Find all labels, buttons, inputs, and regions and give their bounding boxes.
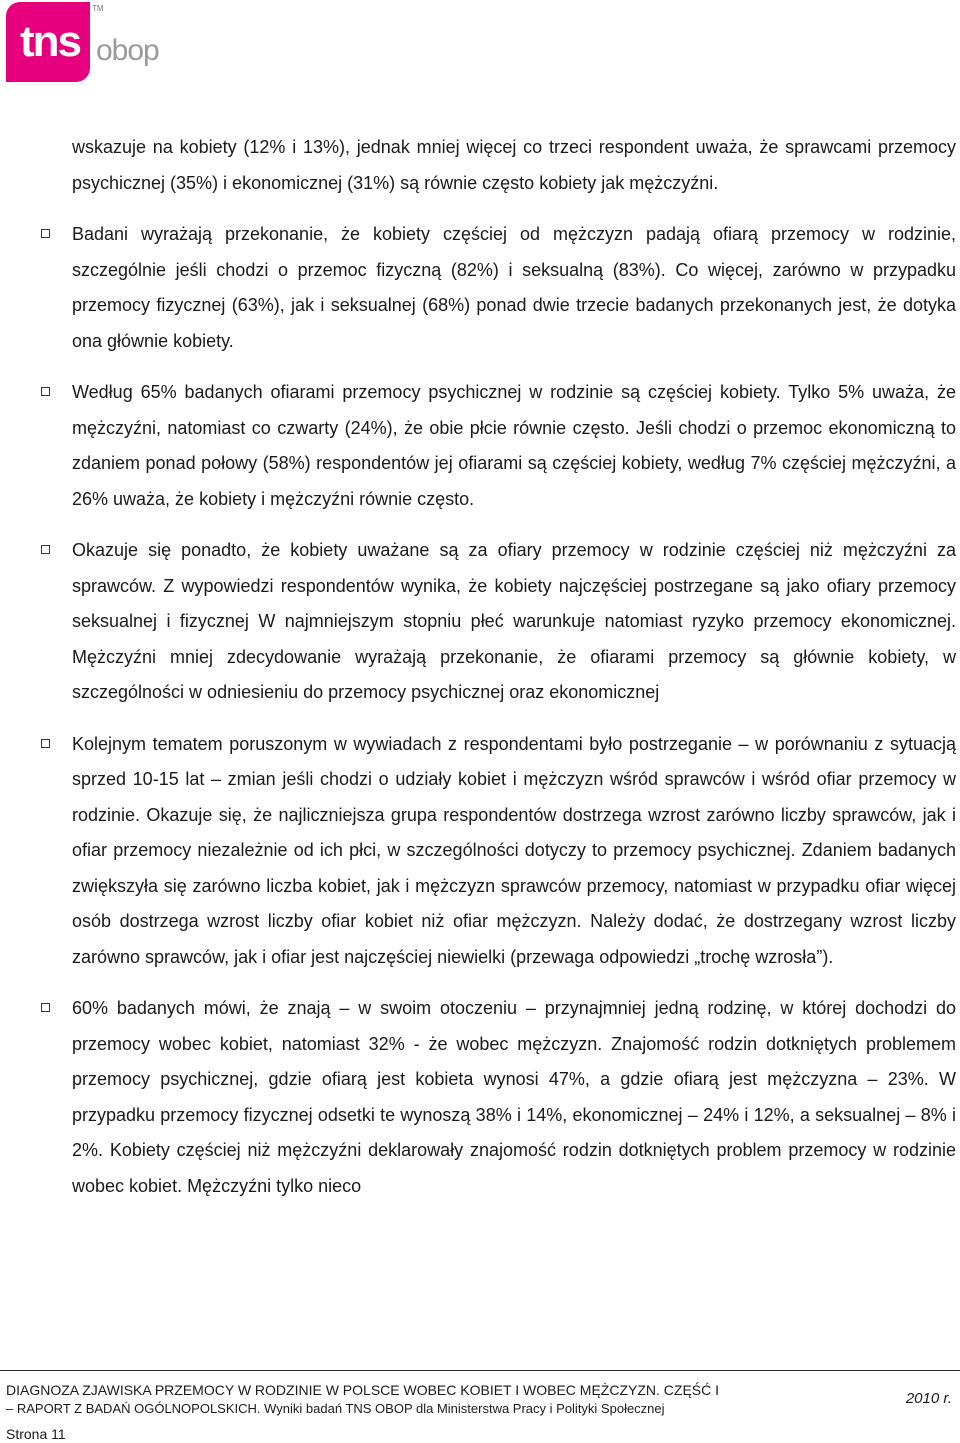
paragraph-text: Według 65% badanych ofiarami przemocy psychicznej w rodzinie są częściej kobiety. Tylko 5% uważa, że mężczyźni, natomiast co czwarty (24%), że obie płcie równie często. Jeśli chodzi o przemoc ekonomiczną to zdaniem ponad połowy (58%) respondentów jej ofiarami są częściej kobiety, według 7% częściej mężczyźni, a 26% uważa, że kobiety i mężczyźni równie często. <box>72 382 956 509</box>
paragraph-text: Badani wyrażają przekonanie, że kobiety częściej od mężczyzn padają ofiarą przemocy w rodzinie, szczególnie jeśli chodzi o przemoc fizyczną (82%) i seksualną (83%). Co więcej, zarówno w przypadku przemocy fizycznej (63%), jak i seksualnej (68%) ponad dwie trzecie badanych przekonanych jest, że dotyka ona głównie kobiety. <box>72 224 956 351</box>
logo-obop-text: obop <box>96 34 159 67</box>
document-body <box>0 130 960 1204</box>
square-bullet-icon <box>41 1003 50 1012</box>
square-bullet-icon <box>41 229 50 238</box>
logo-badge <box>6 2 90 82</box>
bullet-paragraph <box>72 375 956 517</box>
paragraph-text: Okazuje się ponadto, że kobiety uważane są za ofiary przemocy w rodzinie częściej niż mężczyźni za sprawców. Z wypowiedzi respondentów wynika, że kobiety najczęściej postrzegane są jako ofiary przemocy seksualnej i fizycznej W najmniejszym stopniu płeć warunkuje natomiast ryzyko przemocy ekonomicznej. Mężczyźni mniej zdecydowanie wyrażają przekonanie, że ofiarami przemocy są głównie kobiety, w szczególności w odniesieniu do przemocy psychicznej oraz ekonomicznej <box>72 540 956 702</box>
footer-report-subtitle: – RAPORT Z BADAŃ OGÓLNOPOLSKICH. Wyniki badań TNS OBOP dla Ministerstwa Pracy i Polityki Społecznej <box>6 1401 665 1416</box>
logo-tns-text: tns <box>20 17 80 66</box>
footer-divider <box>0 1370 960 1371</box>
bullet-paragraph <box>72 991 956 1204</box>
footer-report-title: DIAGNOZA ZJAWISKA PRZEMOCY W RODZINIE W POLSCE WOBEC KOBIET I WOBEC MĘŻCZYZN. CZĘŚĆ I <box>6 1382 720 1398</box>
footer-year: 2010 r. <box>905 1390 952 1407</box>
square-bullet-icon <box>41 739 50 748</box>
bullet-paragraph <box>72 727 956 976</box>
paragraph-continuation <box>72 130 956 201</box>
paragraph-text: Kolejnym tematem poruszonym w wywiadach z respondentami było postrzeganie – w porównaniu z sytuacją sprzed 10-15 lat – zmian jeśli chodzi o udziały kobiet i mężczyzn wśród sprawców i wśród ofiar przemocy w rodzinie. Okazuje się, że najliczniejsza grupa respondentów dostrzega wzrost zarówno liczby sprawców, jak i ofiar przemocy niezależnie od ich płci, w szczególności dotyczy to przemocy psychicznej. Zdaniem badanych zwiększyła się zarówno liczba kobiet, jak i mężczyzn sprawców przemocy, natomiast w przypadku ofiar więcej osób dostrzega wzrost liczby ofiar kobiet niż ofiar mężczyzn. Należy dodać, że dostrzegany wzrost liczby zarówno sprawców, jak i ofiar jest najczęściej niewielki (przewaga odpowiedzi „trochę wzrosła”). <box>72 733 956 967</box>
logo-trademark: TM <box>92 4 104 13</box>
paragraph-text: wskazuje na kobiety (12% i 13%), jednak mniej więcej co trzeci respondent uważa, że sprawcami przemocy psychicznej (35%) i ekonomicznej (31%) są równie często kobiety jak mężczyźni. <box>72 137 956 193</box>
square-bullet-icon <box>41 545 50 554</box>
tns-obop-logo <box>6 2 166 84</box>
bullet-paragraph <box>72 533 956 711</box>
page-number: Strona 11 <box>6 1426 66 1442</box>
square-bullet-icon <box>41 387 50 396</box>
paragraph-text: 60% badanych mówi, że znają – w swoim otoczeniu – przynajmniej jedną rodzinę, w której dochodzi do przemocy wobec kobiet, natomiast 32% - że wobec mężczyzn. Znajomość rodzin dotkniętych problemem przemocy psychicznej, gdzie ofiarą jest kobieta wynosi 47%, a gdzie ofiarą jest mężczyzna – 23%. W przypadku przemocy fizycznej odsetki te wynoszą 38% i 14%, ekonomicznej – 24% i 12%, a seksualnej – 8% i 2%. Kobiety częściej niż mężczyźni deklarowały znajomość rodzin dotkniętych problem przemocy w rodzinie wobec kobiet. Mężczyźni tylko nieco <box>72 998 956 1196</box>
bullet-paragraph <box>72 217 956 359</box>
